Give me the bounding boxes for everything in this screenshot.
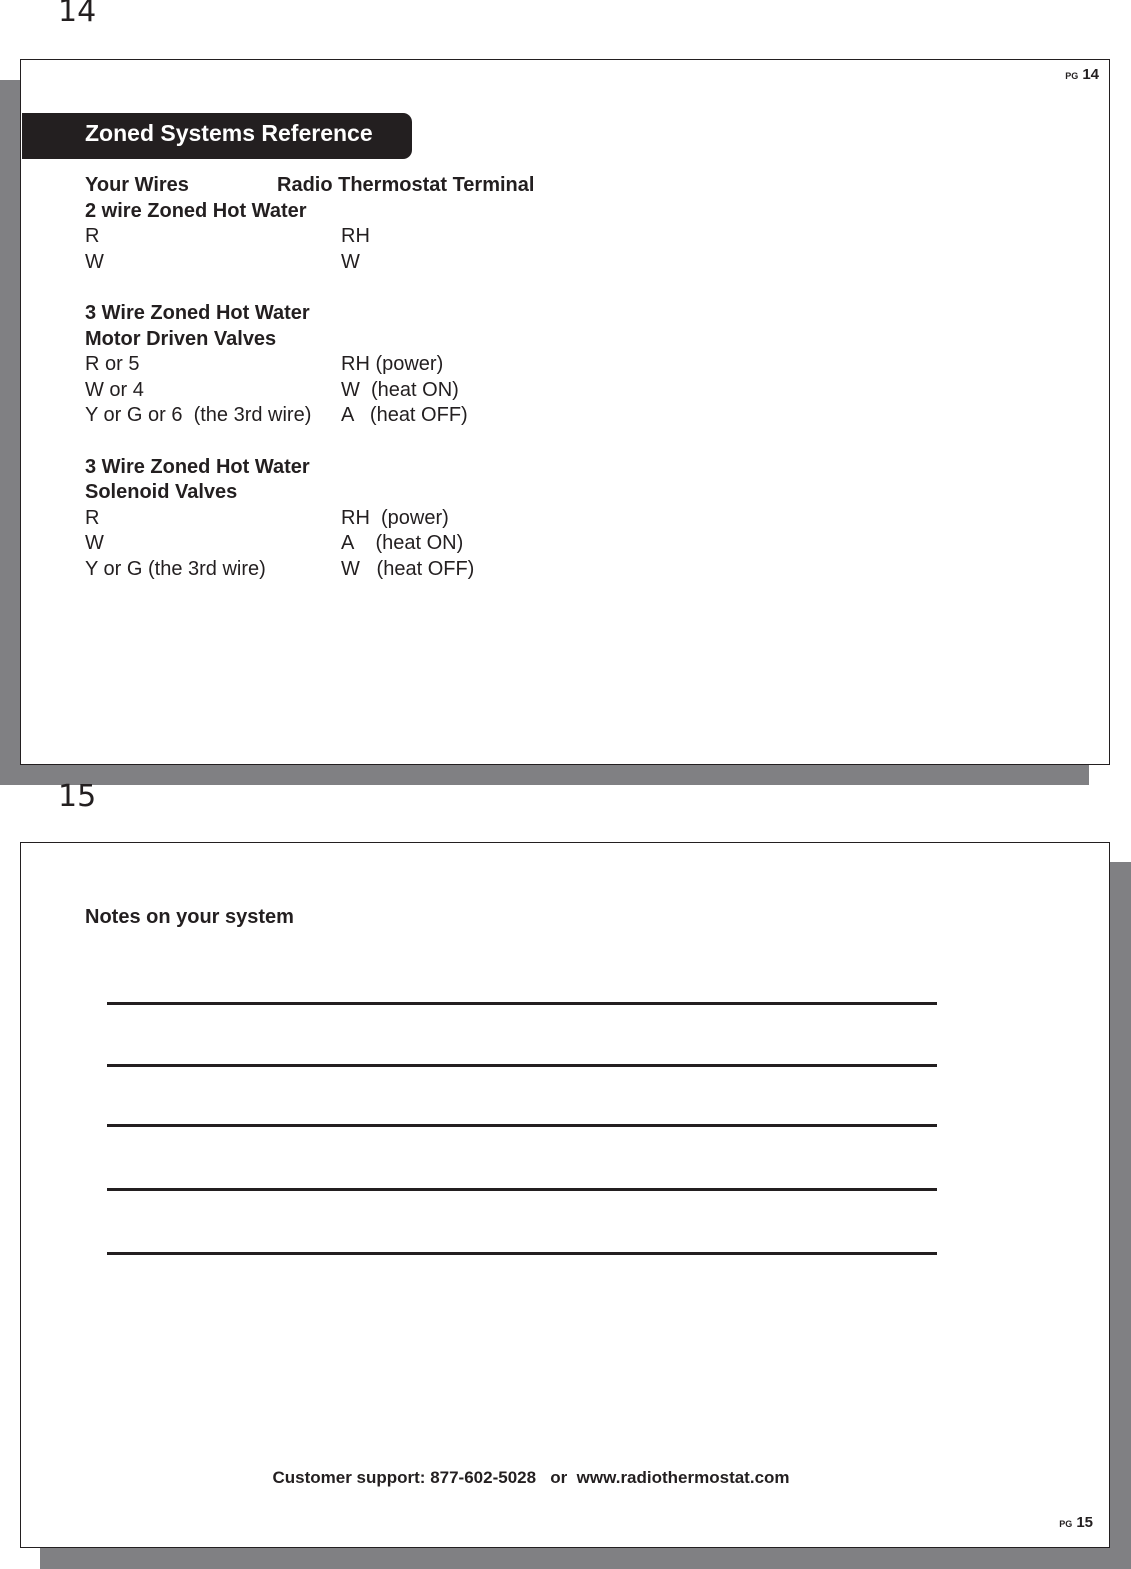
page-14-frame	[20, 59, 1110, 765]
wire-value: W	[85, 532, 104, 555]
page-14-label	[1065, 66, 1099, 84]
spacer	[85, 275, 310, 301]
wire-value: W or 4	[85, 378, 144, 401]
terminal-value: RH (power)	[341, 353, 444, 376]
note-line	[107, 1124, 937, 1127]
group-title: 3 Wire Zoned Hot Water	[85, 301, 310, 324]
group-subtitle: Motor Driven Valves	[85, 327, 277, 350]
pg-number: 14	[1082, 66, 1099, 83]
wire-value: R or 5	[85, 353, 140, 376]
wire-row	[85, 378, 459, 404]
terminal-value: RH	[341, 225, 370, 248]
group-title: 3 Wire Zoned Hot Water	[85, 455, 310, 478]
note-line	[107, 1064, 937, 1067]
terminal-value: W	[341, 250, 360, 273]
wire-value: Y or G (the 3rd wire)	[85, 557, 266, 580]
wire-row	[85, 506, 449, 532]
note-line	[107, 1002, 937, 1005]
pg-number: 15	[1076, 1514, 1093, 1531]
group-title: 2 wire Zoned Hot Water	[85, 199, 307, 222]
wire-row	[85, 250, 360, 276]
wire-value: Y or G or 6 (the 3rd wire)	[85, 404, 312, 427]
wire-row	[85, 403, 468, 429]
note-line	[107, 1252, 937, 1255]
wire-row	[85, 531, 464, 557]
notes-title: Notes on your system	[85, 906, 294, 928]
spacer	[85, 429, 310, 455]
wiring-reference	[85, 173, 535, 583]
page-15-label	[1059, 1514, 1093, 1532]
header-terminal: Radio Thermostat Terminal	[277, 174, 535, 196]
page-15-frame	[20, 842, 1110, 1548]
terminal-value: RH (power)	[341, 506, 449, 529]
wire-row	[85, 352, 444, 378]
group-subtitle: Solenoid Valves	[85, 481, 238, 504]
wire-row	[85, 224, 370, 250]
reference-header	[85, 173, 535, 199]
terminal-value: A (heat ON)	[341, 532, 464, 555]
note-line	[107, 1188, 937, 1191]
pg-prefix: PG	[1059, 1519, 1073, 1529]
page-number-15: 15	[58, 779, 97, 814]
header-your-wires: Your Wires	[85, 174, 189, 196]
section-title-tab: Zoned Systems Reference	[22, 113, 412, 159]
wire-row	[85, 557, 475, 583]
terminal-value: W (heat OFF)	[341, 557, 475, 580]
pg-prefix: PG	[1065, 71, 1079, 81]
wire-value: R	[85, 225, 100, 248]
terminal-value: W (heat ON)	[341, 378, 459, 401]
terminal-value: A (heat OFF)	[341, 404, 468, 427]
page-number-14: 14	[58, 0, 97, 29]
customer-support-text: Customer support: 877-602-5028 or www.radiothermostat.com	[272, 1468, 790, 1487]
wire-value: W	[85, 250, 104, 273]
wire-value: R	[85, 506, 100, 529]
